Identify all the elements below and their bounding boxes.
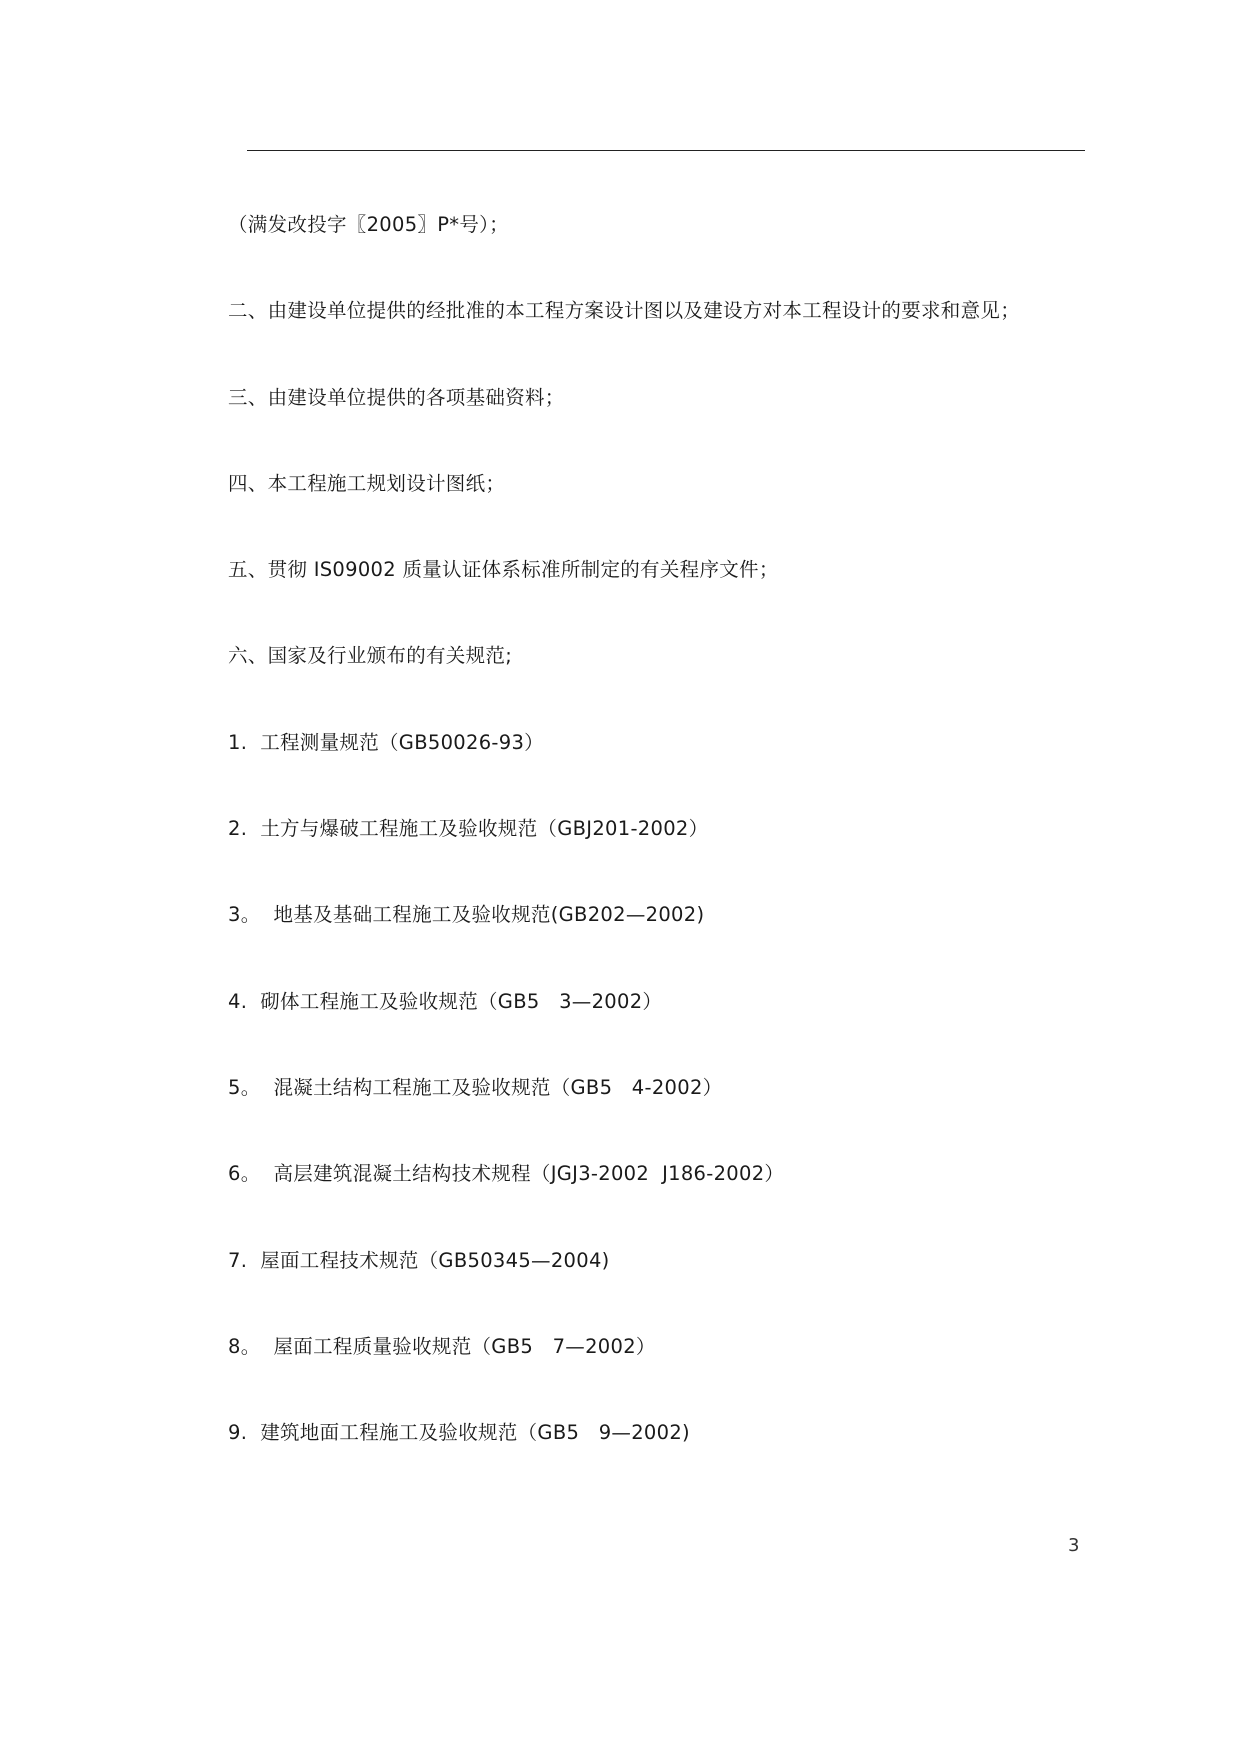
list-item: 2. 土方与爆破工程施工及验收规范（GBJ201-2002） [228,817,709,841]
list-item: 1. 工程测量规范（GB50026-93） [228,730,544,754]
text-line: （满发改投字〖2005〗P*号）； [228,213,509,236]
list-item: 9. 建筑地面工程施工及验收规范（GB5 9—2002) [228,1421,690,1445]
document-body [228,207,1098,1501]
list-item: 7. 屋面工程技术规范（GB50345—2004) [228,1248,610,1272]
header-rule [247,150,1085,151]
list-item: 5。 混凝土结构工程施工及验收规范（GB5 4-2002） [228,1075,723,1099]
list-item: 6。 高层建筑混凝土结构技术规程（JGJ3-2002 J186-2002） [228,1162,785,1186]
text-line: 三、由建设单位提供的各项基础资料； [228,385,565,409]
list-item: 4. 砌体工程施工及验收规范（GB5 3—2002） [228,989,663,1013]
text-line: 四、本工程施工规划设计图纸； [228,471,506,495]
list-item: 8。 屋面工程质量验收规范（GB5 7—2002） [228,1334,656,1358]
text-line: 五、贯彻 IS09002 质量认证体系标准所制定的有关程序文件； [228,558,779,582]
text-line: 二、由建设单位提供的经批准的本工程方案设计图以及建设方对本工程设计的要求和意见； [228,299,1021,323]
text-line: 六、国家及行业颁布的有关规范; [228,644,513,668]
page-number: 3 [1068,1535,1080,1556]
list-item: 3。 地基及基础工程施工及验收规范(GB202—2002) [228,903,705,927]
